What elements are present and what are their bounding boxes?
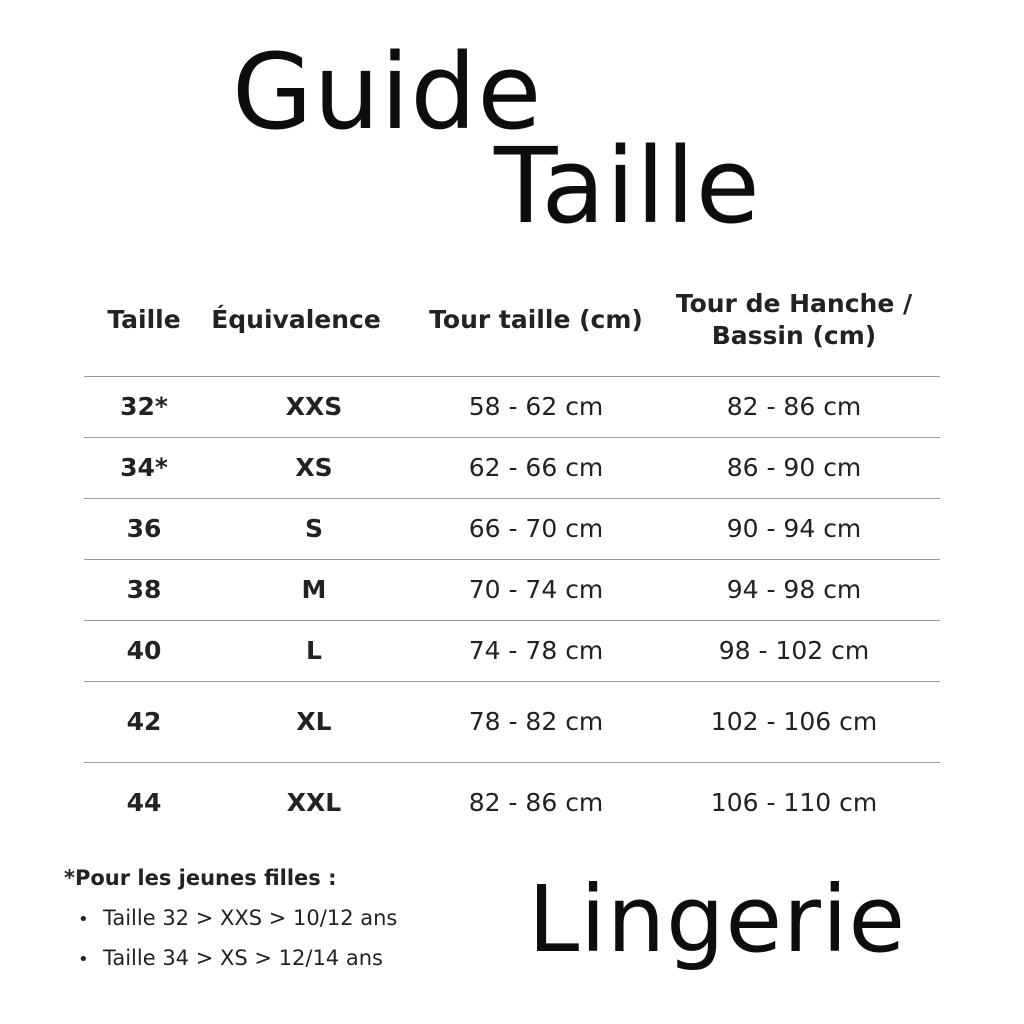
cell-tour-taille: 58 - 62 cm xyxy=(468,392,604,421)
cell-taille: 44 xyxy=(126,788,162,817)
cell-taille: 38 xyxy=(126,575,162,604)
cell-tour-taille: 82 - 86 cm xyxy=(468,788,604,817)
cell-tour-hanche: 106 - 110 cm xyxy=(710,788,878,817)
bullet-icon: • xyxy=(78,949,89,970)
column-header-tour-hanche-line2: Bassin (cm) xyxy=(711,321,877,350)
cell-tour-taille: 66 - 70 cm xyxy=(468,514,604,543)
column-header-taille: Taille xyxy=(107,305,181,334)
cell-tour-hanche: 86 - 90 cm xyxy=(726,453,862,482)
cell-tour-hanche: 98 - 102 cm xyxy=(718,636,870,665)
column-header-equivalence: Équivalence xyxy=(211,305,381,334)
cell-equivalence: XXS xyxy=(285,392,343,421)
cell-taille: 36 xyxy=(126,514,162,543)
cell-taille: 40 xyxy=(126,636,162,665)
row-divider xyxy=(84,376,940,377)
note-list-item xyxy=(78,946,383,970)
cell-equivalence: XS xyxy=(295,453,333,482)
cell-tour-hanche: 82 - 86 cm xyxy=(726,392,862,421)
note-title: *Pour les jeunes filles : xyxy=(64,866,337,890)
cell-taille: 32* xyxy=(120,392,168,421)
cell-equivalence: XXL xyxy=(286,788,342,817)
cell-tour-hanche: 102 - 106 cm xyxy=(710,707,878,736)
page-title-guide: Guide xyxy=(232,31,543,153)
column-header-tour-taille: Tour taille (cm) xyxy=(429,305,643,334)
cell-tour-taille: 78 - 82 cm xyxy=(468,707,604,736)
cell-equivalence: XL xyxy=(296,707,332,736)
row-divider xyxy=(84,437,940,438)
cell-tour-taille: 74 - 78 cm xyxy=(468,636,604,665)
column-header-tour-hanche-line1: Tour de Hanche / xyxy=(675,289,913,318)
cell-tour-taille: 62 - 66 cm xyxy=(468,453,604,482)
column-header-tour-hanche xyxy=(660,288,928,352)
cell-equivalence: L xyxy=(306,636,322,665)
cell-tour-taille: 70 - 74 cm xyxy=(468,575,604,604)
cell-taille: 34* xyxy=(120,453,168,482)
cell-taille: 42 xyxy=(126,707,162,736)
cell-equivalence: M xyxy=(301,575,327,604)
row-divider xyxy=(84,620,940,621)
bullet-icon: • xyxy=(78,909,89,930)
row-divider xyxy=(84,762,940,763)
footer-title-lingerie: Lingerie xyxy=(528,866,907,973)
row-divider xyxy=(84,681,940,682)
row-divider xyxy=(84,559,940,560)
page-title-taille: Taille xyxy=(494,125,761,247)
cell-equivalence: S xyxy=(304,514,323,543)
note-item-text: Taille 34 > XS > 12/14 ans xyxy=(103,946,383,970)
cell-tour-hanche: 94 - 98 cm xyxy=(726,575,862,604)
cell-tour-hanche: 90 - 94 cm xyxy=(726,514,862,543)
note-list-item xyxy=(78,906,397,930)
note-item-text: Taille 32 > XXS > 10/12 ans xyxy=(103,906,398,930)
row-divider xyxy=(84,498,940,499)
